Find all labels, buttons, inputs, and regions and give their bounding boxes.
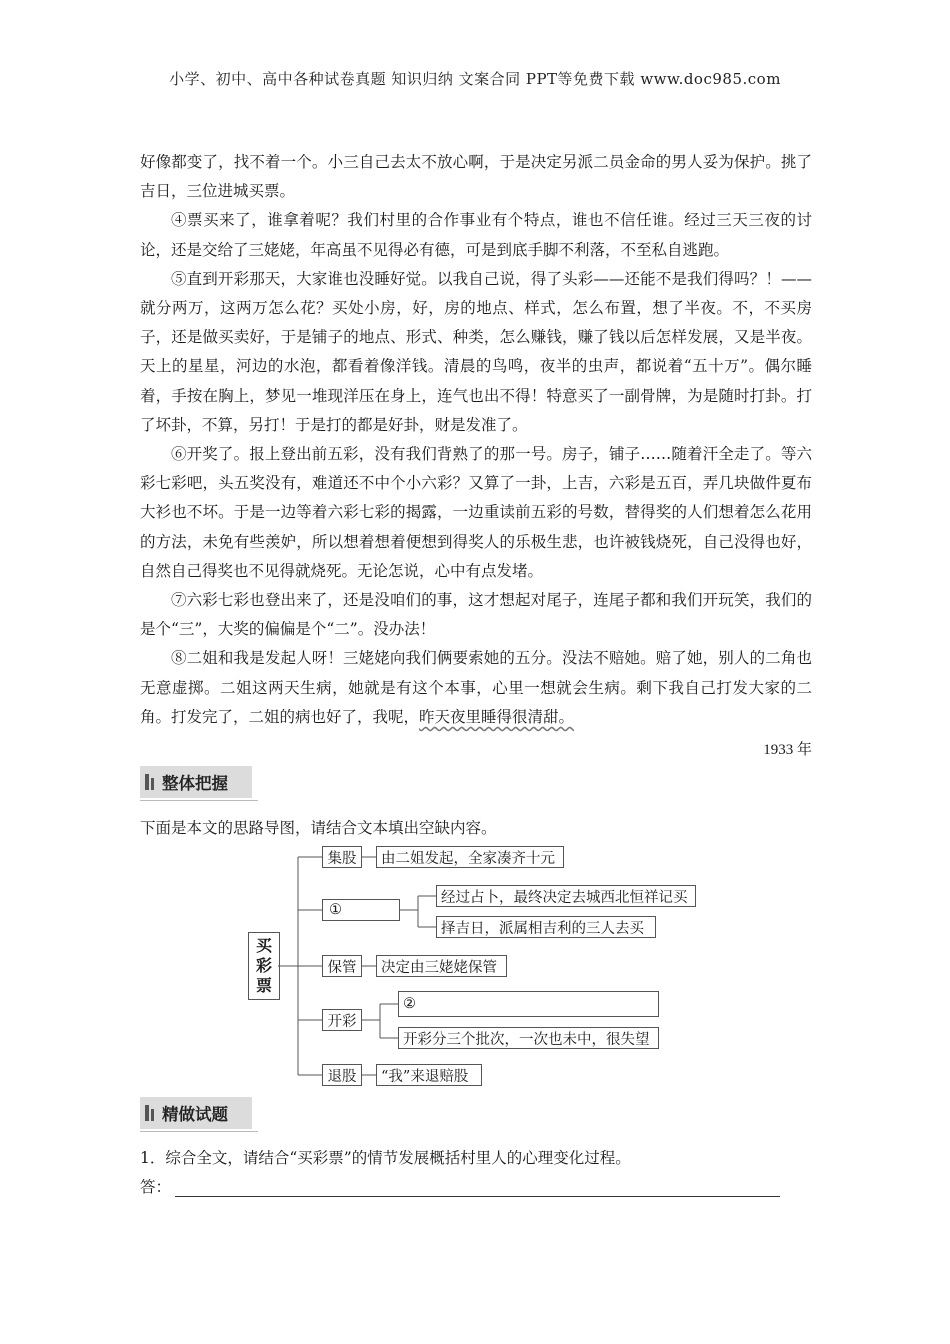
page-header: 小学、初中、高中各种试卷真题 知识归纳 文案合同 PPT等免费下载 www.doc985.com: [169, 70, 781, 88]
paragraph-4: ④票买来了，谁拿着呢？我们村里的合作事业有个特点，谁也不信任谁。经过三天三夜的讨论，还是交给了三姥姥，年高虽不见得必有德，可是到底手脚不利落，不至私自逃跑。: [140, 211, 812, 259]
paragraph-6: ⑥开奖了。报上登出前五彩，没有我们背熟了的那一号。房子，铺子……随着汗全走了。等六彩七彩吧，头五奖没有，难道还不中个小六彩？又算了一卦，上吉，六彩是五百，弄几块做件夏布大衫也不坏。于是一边等着六彩七彩的揭露，一边重读前五彩的号数，替得奖的人们想着怎么花用的方法，未免有些羡妒，所以想着想着便想到得奖人的乐极生悲，也许被钱烧死，自己没得也好，自然自己得奖也不见得就烧死。无论怎说，心中有点发堵。: [140, 445, 812, 580]
section-title-overview: 整体把握: [162, 774, 228, 793]
instruction-text: 下面是本文的思路导图，请结合文本填出空缺内容。: [140, 819, 497, 837]
node-collect-shares-detail: 由二姐发起，全家凑齐十元: [376, 846, 564, 868]
node-draw-detail: 开彩分三个批次，一次也未中，很失望: [398, 1027, 659, 1049]
node-buy-detail-b: 择吉日，派属相吉利的三人去买: [436, 916, 656, 938]
root-char-1: 买: [255, 936, 272, 955]
answer-line[interactable]: [175, 1178, 780, 1197]
answer-area: [140, 1175, 780, 1197]
node-custody-detail: 决定由三姥姥保管: [376, 955, 507, 977]
underlined-phrase: 昨天夜里睡得很清甜。: [419, 707, 575, 726]
answer-label: 答：: [140, 1178, 172, 1196]
node-custody: 保管: [322, 955, 362, 977]
paragraph-8-text: ⑧二姐和我是发起人呀！三姥姥向我们俩要索她的五分。没法不赔她。赔了她，别人的二角也无意虚掷。二姐这两天生病，她就是有这个本事，心里一想就会生病。剩下我自己打发大家的二角。打发完了，二姐的病也好了，我呢，: [140, 649, 812, 726]
paragraph-continued: 好像都变了，找不着一个。小三自己去太不放心啊，于是决定另派二员金命的男人妥为保护。挑了吉日，三位进城买票。: [140, 153, 812, 201]
question-1: 1．综合全文，请结合“买彩票”的情节发展概括村里人的心理变化过程。: [140, 1149, 631, 1167]
root-char-2: 彩: [255, 956, 272, 975]
heading-mark-icon: [145, 1105, 149, 1121]
paragraph-7: ⑦六彩七彩也登出来了，还是没咱们的事，这才想起对尾子，连尾子都和我们开玩笑，我们的是个“三”，大奖的偏偏是个“二”。没办法！: [140, 591, 812, 639]
node-withdraw: 退股: [322, 1064, 362, 1086]
paragraph-5: ⑤直到开彩那天，大家谁也没睡好觉。以我自己说，得了头彩——还能不是我们得吗？！——就分两万，这两万怎么花？买处小房，好，房的地点、样式，怎么布置，想了半夜。不，不买房子，还是做买卖好，于是铺子的地点、形式、种类，怎么赚钱，赚了钱以后怎样发展，又是半夜。天上的星星，河边的水泡，都看着像洋钱。清晨的鸟鸣，夜半的虫声，都说着“五十万”。偶尔睡着，手按在胸上，梦见一堆现洋压在身上，连气也出不得！特意买了一副骨牌，为是随时打卦。打了坏卦，不算，另打！于是打的都是好卦，财是发准了。: [140, 269, 812, 434]
node-blank-2[interactable]: ②: [398, 991, 659, 1017]
node-blank-1[interactable]: ①: [322, 899, 400, 921]
node-collect-shares: 集股: [322, 846, 362, 868]
section-heading-exercises: [140, 1097, 252, 1129]
mind-map-root: [248, 932, 280, 1000]
node-draw: 开彩: [322, 1009, 362, 1031]
root-char-3: 票: [255, 976, 272, 995]
year-note: 1933 年: [763, 742, 812, 759]
section-title-exercises: 精做试题: [162, 1105, 228, 1124]
node-buy-detail-a: 经过占卜，最终决定去城西北恒祥记买: [436, 885, 696, 907]
node-withdraw-detail: “我”来退赔股: [376, 1064, 482, 1086]
heading-mark-icon-2: [151, 1109, 154, 1121]
